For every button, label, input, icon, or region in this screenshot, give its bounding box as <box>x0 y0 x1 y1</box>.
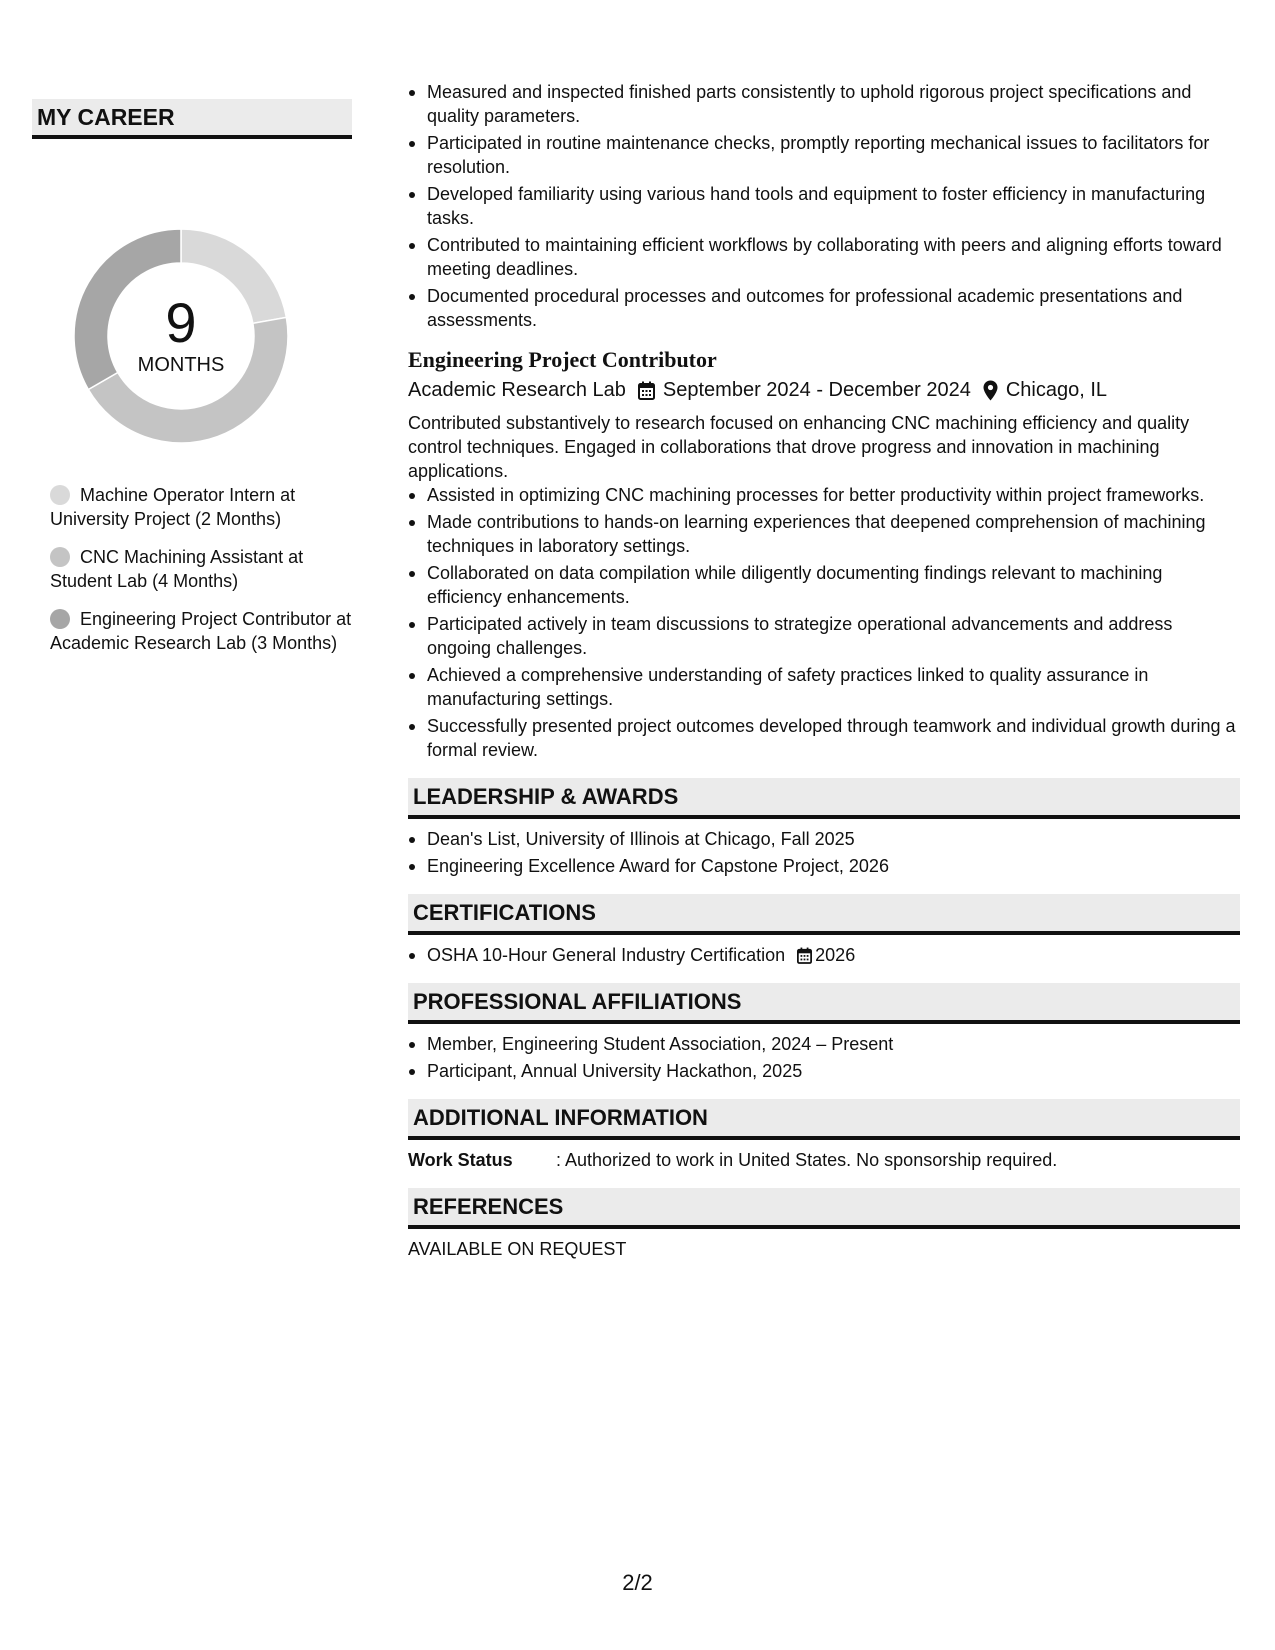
list-item <box>427 943 1240 967</box>
references-text: AVAILABLE ON REQUEST <box>408 1239 627 1259</box>
job-description: Contributed substantively to research focused on enhancing CNC machining efficiency and quality control techniques. Engaged in collaborations that drove progress and innovation in machining applications. <box>408 413 1190 481</box>
work-status-row <box>408 1148 1240 1172</box>
calendar-icon <box>638 381 655 400</box>
career-sidebar <box>32 99 352 669</box>
affiliations-list <box>408 1032 1240 1083</box>
legend-item <box>50 607 352 655</box>
certification-year: 2026 <box>815 945 856 965</box>
list-item: Dean's List, University of Illinois at Chicago, Fall 2025 <box>427 827 1240 851</box>
list-item: Assisted in optimizing CNC machining processes for better productivity within project frameworks. <box>427 483 1240 507</box>
list-item: Achieved a comprehensive understanding of safety practices linked to quality assurance in manufacturing settings. <box>427 663 1240 711</box>
career-heading: MY CAREER <box>32 99 352 139</box>
legend-label: Machine Operator Intern at University Project (2 Months) <box>50 485 296 529</box>
total-months-unit: MONTHS <box>137 354 225 376</box>
legend-dot <box>50 547 70 567</box>
job-location: Chicago, IL <box>1005 379 1108 401</box>
list-item: Participated actively in team discussions to strategize operational advancements and address ongoing challenges. <box>427 612 1240 660</box>
legend-dot <box>50 485 70 505</box>
leadership-list <box>408 827 1240 878</box>
legend-item <box>50 545 352 593</box>
work-status-value: : Authorized to work in United States. No sponsorship required. <box>556 1150 1058 1170</box>
list-item: Participant, Annual University Hackathon, 2025 <box>427 1059 1240 1083</box>
list-item: Engineering Excellence Award for Capstone Project, 2026 <box>427 854 1240 878</box>
job-dates: September 2024 - December 2024 <box>662 379 971 401</box>
job-organization: Academic Research Lab <box>408 379 626 401</box>
references-heading: REFERENCES <box>408 1188 1240 1229</box>
affiliations-heading: PROFESSIONAL AFFILIATIONS <box>408 983 1240 1024</box>
career-legend <box>32 483 352 655</box>
list-item: Collaborated on data compilation while diligently documenting findings relevant to machining efficiency enhancements. <box>427 561 1240 609</box>
certification-row <box>427 943 1240 967</box>
legend-item <box>50 483 352 531</box>
legend-label: CNC Machining Assistant at Student Lab (4 Months) <box>50 547 304 591</box>
work-status-label: Work Status <box>408 1150 513 1170</box>
list-item: Developed familiarity using various hand tools and equipment to foster efficiency in manufacturing tasks. <box>427 182 1240 230</box>
job-title: Engineering Project Contributor <box>408 347 717 372</box>
map-pin-icon <box>983 380 998 401</box>
list-item: Successfully presented project outcomes developed through teamwork and individual growth during a formal review. <box>427 714 1240 762</box>
certification-name: OSHA 10-Hour General Industry Certification <box>427 945 786 965</box>
total-months-value: 9 <box>165 291 197 354</box>
list-item: Documented procedural processes and outcomes for professional academic presentations and assessments. <box>427 284 1240 332</box>
certifications-list <box>408 943 1240 967</box>
legend-label: Engineering Project Contributor at Academic Research Lab (3 Months) <box>50 609 352 653</box>
page-number: 2/2 <box>622 1570 653 1595</box>
donut-center <box>66 293 296 377</box>
career-donut-chart <box>66 221 296 451</box>
list-item: Participated in routine maintenance checks, promptly reporting mechanical issues to facilitators for resolution. <box>427 131 1240 179</box>
list-item: Measured and inspected finished parts consistently to uphold rigorous project specifications and quality parameters. <box>427 80 1240 128</box>
additional-info-heading: ADDITIONAL INFORMATION <box>408 1099 1240 1140</box>
job-bullets <box>408 483 1240 762</box>
certifications-heading: CERTIFICATIONS <box>408 894 1240 935</box>
list-item: Contributed to maintaining efficient workflows by collaborating with peers and aligning efforts toward meeting deadlines. <box>427 233 1240 281</box>
list-item: Made contributions to hands-on learning experiences that deepened comprehension of machining techniques in laboratory settings. <box>427 510 1240 558</box>
previous-job-bullets <box>408 80 1240 332</box>
legend-dot <box>50 609 70 629</box>
main-content <box>408 80 1240 1261</box>
job-meta <box>408 377 1240 403</box>
leadership-heading: LEADERSHIP & AWARDS <box>408 778 1240 819</box>
calendar-icon <box>797 947 812 964</box>
list-item: Member, Engineering Student Association, 2024 – Present <box>427 1032 1240 1056</box>
